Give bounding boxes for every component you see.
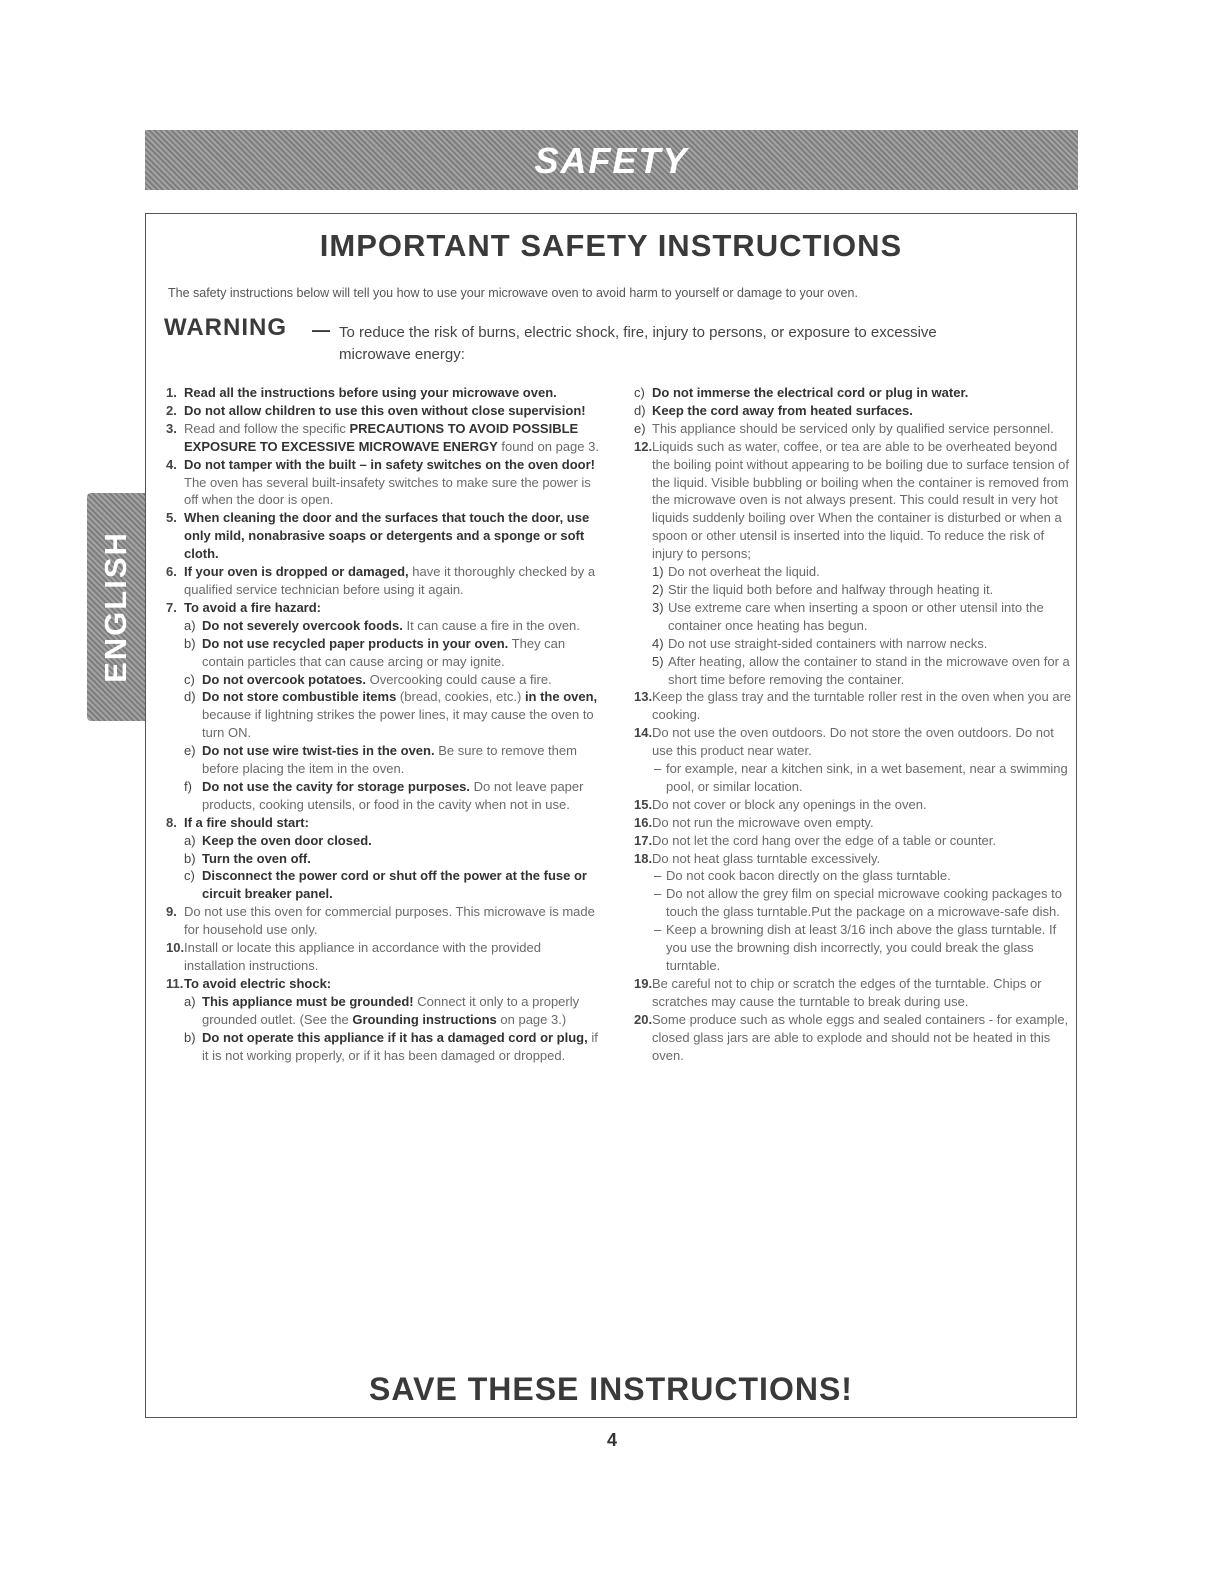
item-text: Install or locate this appliance in accordance with the provided installation instructions. bbox=[184, 940, 541, 973]
item-number: 13. bbox=[634, 689, 653, 705]
instruction-item-12 bbox=[634, 438, 1074, 563]
instruction-item-5 bbox=[166, 509, 606, 563]
sub-item-number: 5) bbox=[652, 653, 664, 669]
item-text: because if lightning strikes the power lines, it may cause the oven to turn ON. bbox=[202, 707, 594, 741]
item-bold-text: Keep the oven door closed. bbox=[202, 832, 372, 848]
item-number: 5. bbox=[166, 510, 177, 526]
item-number: 4. bbox=[166, 456, 177, 472]
item-bold-text: Turn the oven off. bbox=[202, 850, 311, 866]
instruction-item-7 bbox=[166, 599, 606, 617]
instruction-item-15 bbox=[634, 796, 1074, 814]
instructions-column-left bbox=[166, 384, 606, 1064]
item-text: Keep the glass tray and the turntable roller rest in the oven when you are cooking. bbox=[652, 689, 1072, 723]
instruction-item-8 bbox=[166, 814, 606, 832]
item-text: They can contain particles that can cause arcing or may ignite. bbox=[202, 635, 566, 669]
item-bold-text: PRECAUTIONS TO AVOID POSSIBLE EXPOSURE TO EXCESSIVE MICROWAVE ENERGY bbox=[184, 420, 579, 454]
item-text: Stir the liquid both before and halfway through heating it. bbox=[668, 581, 994, 597]
item-bold-text: Do not overcook potatoes. bbox=[202, 671, 366, 687]
item-text: Overcooking could cause a fire. bbox=[365, 671, 552, 687]
warning-label: WARNING bbox=[164, 314, 287, 341]
item-text: Use extreme care when inserting a spoon or other utensil into the container once heating has begun. bbox=[668, 599, 1044, 633]
item-text: Do not use straight-sided containers with narrow necks. bbox=[668, 635, 988, 651]
intro-text: The safety instructions below will tell you how to use your microwave oven to avoid harm to yourself or damage to your oven. bbox=[168, 286, 858, 300]
instruction-sub-item-12-3 bbox=[634, 599, 1074, 635]
item-text: on page 3.) bbox=[496, 1011, 567, 1027]
item-bold-text: Do not tamper with the built – in safety switches on the oven door! bbox=[184, 456, 595, 472]
sub-item-letter: a) bbox=[184, 617, 196, 633]
item-text: Do not leave paper products, cooking utensils, or food in the cavity when not in use. bbox=[202, 778, 584, 812]
dash-marker: – bbox=[654, 868, 662, 884]
item-bold-text: Do not immerse the electrical cord or plug in water. bbox=[652, 385, 969, 400]
instruction-sub-item-11e bbox=[634, 420, 1074, 438]
item-bold-text: Read all the instructions before using your microwave oven. bbox=[184, 385, 557, 400]
item-text: Keep a browning dish at least 3/16 inch above the glass turntable. If you use the browning dish incorrectly, you could break the glass turntable. bbox=[666, 922, 1057, 973]
dash-marker: – bbox=[654, 761, 662, 777]
instruction-dash-item-18-1 bbox=[634, 867, 1074, 885]
item-bold-text: If your oven is dropped or damaged, bbox=[184, 564, 409, 580]
item-bold-text: Do not severely overcook foods. bbox=[202, 617, 403, 633]
save-instructions-title: SAVE THESE INSTRUCTIONS! bbox=[369, 1371, 853, 1407]
item-bold-text: Keep the cord away from heated surfaces. bbox=[652, 402, 913, 418]
item-bold-text: in the oven, bbox=[524, 689, 598, 705]
item-number: 6. bbox=[166, 564, 177, 580]
item-text: have it thoroughly checked by a qualified service technician before using it again. bbox=[184, 564, 596, 597]
warning-dash: — bbox=[312, 320, 330, 340]
instruction-sub-item-7c bbox=[166, 671, 606, 689]
sub-item-number: 2) bbox=[652, 581, 664, 597]
item-text: Do not overheat the liquid. bbox=[668, 564, 820, 580]
sub-item-letter: e) bbox=[634, 420, 646, 436]
warning-text-line-2: microwave energy: bbox=[339, 346, 465, 363]
item-text: Be careful not to chip or scratch the edges of the turntable. Chips or scratches may cause the turntable to break during use. bbox=[652, 975, 1042, 1009]
item-number: 12. bbox=[634, 438, 653, 454]
dash-marker: – bbox=[654, 886, 662, 902]
instruction-sub-item-12-2 bbox=[634, 581, 1074, 599]
item-text: if it is not working properly, or if it has been damaged or dropped. bbox=[202, 1029, 598, 1063]
item-bold-text: This appliance must be grounded! bbox=[202, 993, 414, 1009]
item-text: It can cause a fire in the oven. bbox=[402, 617, 580, 633]
item-text: This appliance should be serviced only by qualified service personnel. bbox=[652, 420, 1054, 436]
instruction-sub-item-11c bbox=[634, 384, 1074, 402]
sub-item-letter: b) bbox=[184, 1029, 196, 1045]
instruction-sub-item-8a bbox=[166, 832, 606, 850]
instruction-sub-item-8b bbox=[166, 850, 606, 868]
item-bold-text: Do not use wire twist-ties in the oven. bbox=[202, 743, 435, 759]
page-title: IMPORTANT SAFETY INSTRUCTIONS bbox=[319, 228, 903, 263]
item-text: for example, near a kitchen sink, in a wet basement, near a swimming pool, or similar location. bbox=[666, 761, 1068, 794]
instruction-sub-item-7a bbox=[166, 617, 606, 635]
item-number: 19. bbox=[634, 975, 653, 991]
warning-text-line-1: To reduce the risk of burns, electric shock, fire, injury to persons, or exposure to excessive bbox=[339, 324, 937, 341]
language-side-tab bbox=[87, 493, 145, 721]
sub-item-letter: d) bbox=[184, 689, 196, 705]
item-number: 10. bbox=[166, 940, 185, 956]
item-text: Do not allow the grey film on special microwave cooking packages to touch the glass turntable.Put the package on a microwave-safe dish. bbox=[666, 886, 1062, 920]
sub-item-letter: f) bbox=[184, 778, 192, 794]
item-bold-text: To avoid electric shock: bbox=[184, 975, 332, 991]
instruction-dash-item-14 bbox=[634, 760, 1074, 796]
sub-item-letter: a) bbox=[184, 832, 196, 848]
instruction-sub-item-12-4 bbox=[634, 635, 1074, 653]
item-text: found on page 3. bbox=[497, 438, 599, 454]
instruction-item-20 bbox=[634, 1011, 1074, 1065]
item-text: Read and follow the specific bbox=[184, 420, 350, 436]
instruction-sub-item-12-5 bbox=[634, 653, 1074, 689]
instruction-item-9 bbox=[166, 903, 606, 939]
sub-item-letter: c) bbox=[634, 385, 645, 400]
item-text: Do not cook bacon directly on the glass turntable. bbox=[666, 868, 951, 884]
instruction-item-10 bbox=[166, 939, 606, 975]
sub-item-number: 4) bbox=[652, 635, 664, 651]
item-bold-text: Do not allow children to use this oven without close supervision! bbox=[184, 402, 586, 418]
instruction-sub-item-7f bbox=[166, 778, 606, 814]
item-text: Liquids such as water, coffee, or tea are able to be overheated beyond the boiling point without appearing to be boiling due to surface tension of the liquid. Visible bubbling or boiling when the container is removed from the microwave oven is not always present. This could result in very hot liquids suddenly boiling over When the container is disturbed or when a spoon or other utensil is inserted into the liquid. To reduce the risk of injury to persons; bbox=[652, 438, 1070, 562]
item-bold-text: To avoid a fire hazard: bbox=[184, 599, 322, 615]
instruction-item-18 bbox=[634, 850, 1074, 868]
item-bold-text: When cleaning the door and the surfaces that touch the door, use only mild, nonabrasive soaps or detergents and a sponge or soft cloth. bbox=[184, 510, 590, 562]
item-number: 15. bbox=[634, 796, 653, 812]
item-number: 18. bbox=[634, 850, 653, 866]
page-number: 4 bbox=[606, 1430, 617, 1450]
item-number: 14. bbox=[634, 725, 653, 741]
instruction-item-4 bbox=[166, 456, 606, 510]
item-number: 3. bbox=[166, 420, 177, 436]
item-number: 9. bbox=[166, 904, 177, 920]
language-side-tab-label: ENGLISH bbox=[98, 531, 133, 683]
item-number: 20. bbox=[634, 1011, 653, 1027]
item-bold-text: Do not use recycled paper products in your oven. bbox=[202, 635, 509, 651]
item-number: 2. bbox=[166, 402, 177, 418]
instruction-item-6 bbox=[166, 563, 606, 599]
item-number: 8. bbox=[166, 814, 177, 830]
safety-instructions-box bbox=[145, 213, 1077, 1418]
instruction-sub-item-11a bbox=[166, 993, 606, 1029]
instruction-item-11 bbox=[166, 975, 606, 993]
section-header-bar bbox=[145, 130, 1078, 190]
sub-item-letter: d) bbox=[634, 402, 646, 418]
warning-text bbox=[339, 322, 1059, 366]
item-text: Do not heat glass turntable excessively. bbox=[652, 850, 881, 866]
item-text: Connect it only to a properly grounded outlet. (See the bbox=[202, 993, 580, 1027]
sub-item-letter: e) bbox=[184, 743, 196, 759]
instruction-item-13 bbox=[634, 688, 1074, 724]
item-text: (bread, cookies, etc.) bbox=[396, 689, 525, 705]
sub-item-letter: b) bbox=[184, 850, 196, 866]
sub-item-letter: c) bbox=[184, 868, 195, 884]
section-header-title: SAFETY bbox=[534, 140, 689, 181]
instruction-dash-item-18-2 bbox=[634, 885, 1074, 921]
sub-item-letter: b) bbox=[184, 635, 196, 651]
item-bold-text: Do not use the cavity for storage purposes. bbox=[202, 778, 470, 794]
instruction-item-16 bbox=[634, 814, 1074, 832]
item-text: Do not let the cord hang over the edge of a table or counter. bbox=[652, 832, 997, 848]
item-bold-text: Do not operate this appliance if it has a damaged cord or plug, bbox=[202, 1029, 588, 1045]
item-number: 1. bbox=[166, 385, 177, 400]
instruction-sub-item-12-1 bbox=[634, 563, 1074, 581]
instruction-item-2 bbox=[166, 402, 606, 420]
sub-item-number: 3) bbox=[652, 599, 664, 615]
instruction-sub-item-8c bbox=[166, 867, 606, 903]
instruction-dash-item-18-3 bbox=[634, 921, 1074, 975]
item-text: Do not use the oven outdoors. Do not store the oven outdoors. Do not use this product near water. bbox=[652, 725, 1054, 759]
instruction-sub-item-7e bbox=[166, 742, 606, 778]
instruction-item-3 bbox=[166, 420, 606, 456]
instructions-column-right bbox=[634, 384, 1074, 1064]
item-bold-text: Disconnect the power cord or shut off the power at the fuse or circuit breaker panel. bbox=[202, 868, 587, 902]
item-number: 11. bbox=[166, 975, 184, 991]
sub-item-letter: c) bbox=[184, 671, 195, 687]
item-text: Do not run the microwave oven empty. bbox=[652, 814, 874, 830]
instruction-item-19 bbox=[634, 975, 1074, 1011]
item-bold-text: Grounding instructions bbox=[352, 1011, 497, 1027]
instruction-sub-item-11d bbox=[634, 402, 1074, 420]
item-text: The oven has several built-insafety switches to make sure the power is off when the door is open. bbox=[184, 474, 591, 508]
item-number: 7. bbox=[166, 599, 177, 615]
item-text: Some produce such as whole eggs and sealed containers - for example, closed glass jars are able to explode and should not be heated in this oven. bbox=[652, 1011, 1069, 1063]
sub-item-number: 1) bbox=[652, 564, 664, 580]
instruction-sub-item-7d bbox=[166, 688, 606, 742]
dash-marker: – bbox=[654, 922, 662, 938]
item-text: Do not use this oven for commercial purposes. This microwave is made for household use only. bbox=[184, 904, 595, 938]
sub-item-letter: a) bbox=[184, 993, 196, 1009]
instruction-item-17 bbox=[634, 832, 1074, 850]
instruction-sub-item-11b bbox=[166, 1029, 606, 1065]
instruction-item-14 bbox=[634, 724, 1074, 760]
instruction-item-1 bbox=[166, 384, 606, 402]
item-text: After heating, allow the container to stand in the microwave oven for a short time before removing the container. bbox=[668, 653, 1070, 687]
item-number: 16. bbox=[634, 814, 653, 830]
item-bold-text: Do not store combustible items bbox=[202, 689, 397, 705]
item-text: Do not cover or block any openings in the oven. bbox=[652, 796, 927, 812]
instruction-sub-item-7b bbox=[166, 635, 606, 671]
item-number: 17. bbox=[634, 832, 653, 848]
item-text: Be sure to remove them before placing the item in the oven. bbox=[202, 743, 577, 777]
item-bold-text: If a fire should start: bbox=[184, 814, 309, 830]
